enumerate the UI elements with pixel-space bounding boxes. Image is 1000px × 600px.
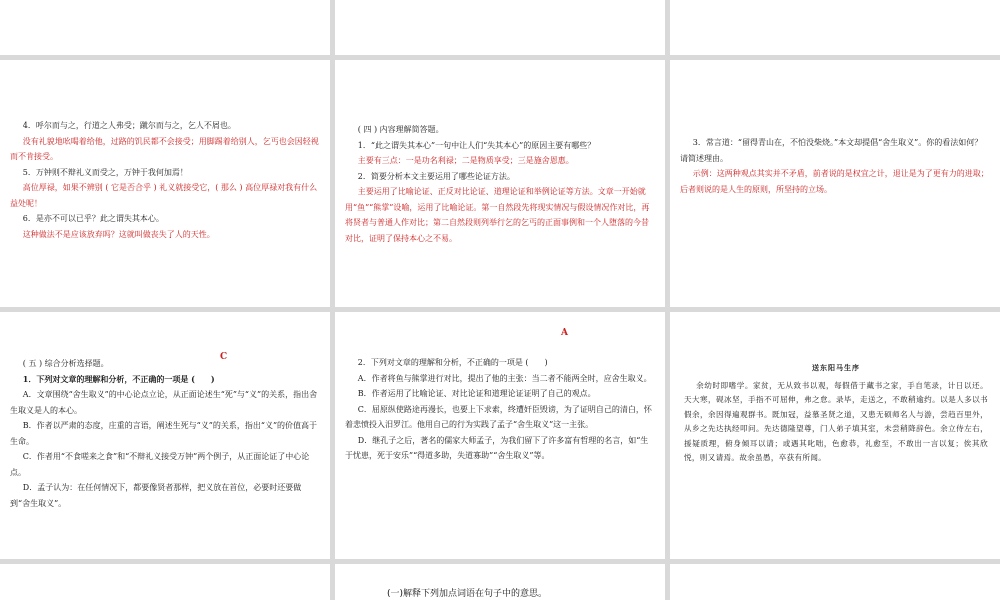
slide-bottom-right (670, 564, 1000, 600)
question-text: 1．“此之谓失其本心”一句中让人们“失其本心”的原因主要有哪些？ (357, 140, 596, 150)
slide-classical-text[interactable] (670, 312, 1000, 559)
text-body: 余幼时即嗜学。家贫，无从致书以观，每假借于藏书之家，手自笔录，计日以还。天大寒，砚冰坚，手指不可屈伸，弗之怠。录毕，走送之，不敢稍逾约。以是人多以书假余，余因得遍观群书。既加冠，益慕圣贤之道，又患无硕师名人与游，尝趋百里外，从乡之先达执经叩问。先达德隆望尊，门人弟子填其室，未尝稍降辞色。余立侍左右，援疑质理，俯身倾耳以请；或遇其叱咄，色愈恭，礼愈至，不敢出一言以复；俟其欣悦，则又请焉。故余虽愚，卒获有所闻。 (684, 380, 988, 462)
slide-choice-question-2[interactable] (335, 312, 665, 559)
answer-text: 主要有三点：一是功名利禄；二是物质享受；三是施舍恩惠。 (357, 156, 574, 165)
answer-text: 示例：这两种观点其实并不矛盾，前者说的是权宜之计，退让是为了更有力的进取；后者则说的是人生的原则，所坚持的立场。 (680, 169, 989, 194)
slide-bottom-left (0, 564, 330, 600)
question-text: ( 四 ) 内容理解简答题。 (357, 125, 444, 134)
question-text: 1．下列对文章的理解和分析，不正确的一项是 ( ) (22, 373, 215, 384)
slide-choice-question-1[interactable] (0, 312, 330, 559)
slide-bottom-middle (335, 564, 665, 600)
answer-label: C (220, 352, 228, 362)
question-text: 3．常言道：“留得青山在，不怕没柴烧。”本文却提倡“舍生取义”。你的看法如何？请简述理由。 (680, 138, 983, 163)
question-text: A．文章围绕“舍生取义”的中心论点立论，从正面论述生“死”与“义”的关系，指出舍生取义是人的本心。 (10, 390, 318, 415)
question-text: B．作者运用了比喻论证、对比论证和道理论证证明了自己的观点。 (357, 389, 596, 398)
slide-top-right (670, 0, 1000, 55)
question-text: 4．呼尔而与之，行道之人弗受；蹴尔而与之，乞人不屑也。 (22, 121, 236, 130)
question-text: 5．万钟则不辩礼义而受之，万钟于我何加焉！ (22, 167, 188, 177)
question-text: D．孟子认为：在任何情况下，都要像贤者那样，把义放在首位，必要时还要做到“舍生取义”。 (10, 483, 302, 508)
answer-text: 没有礼貌地吆喝着给他，过路的饥民都不会接受；用脚踢着给别人，乞丐也会因轻视而不肯接受。 (10, 136, 319, 161)
slide-choice-question-2-content (345, 355, 655, 464)
text-title: 送东阳马生序 (812, 363, 860, 372)
slide-translation-content (10, 118, 320, 242)
slide-opinion-question-content (680, 135, 990, 197)
question-text: 2．下列对文章的理解和分析，不正确的一项是 ( ) (357, 358, 548, 367)
answer-text: 这种做法不是应该放弃吗？这就叫做丧失了人的天性。 (22, 229, 215, 239)
question-text: B．作者以严肃的态度，庄重的言语，阐述生死与“义”的关系，指出“义”的价值高于生命。 (10, 421, 318, 446)
question-text: A．作者将鱼与熊掌进行对比，提出了他的主张：当二者不能两全时，应舍生取义。 (357, 373, 652, 383)
section-title: (一)解释下列加点词语在句子中的意思。 (387, 589, 548, 599)
question-text: C．作者用“不食嗟来之食”和“不辩礼义接受万钟”两个例子，从正面论证了中心论点。 (10, 452, 310, 477)
question-text: 2．简要分析本文主要运用了哪些论证方法。 (357, 171, 515, 181)
slide-opinion-question[interactable] (670, 60, 1000, 307)
answer-text: 高位厚禄，如果不辨别 ( 它是否合乎 ) 礼义就接受它，( 那么 ) 高位厚禄对我有什么益处呢！ (10, 183, 318, 208)
slide-top-left (0, 0, 330, 55)
slide-choice-question-1-content (10, 356, 320, 511)
slide-content-questions-content (345, 122, 655, 246)
question-text: ( 五 ) 综合分析选择题。 (22, 359, 109, 368)
slide-content-questions[interactable] (335, 60, 665, 307)
slide-translation[interactable] (0, 60, 330, 307)
question-text: 6．是亦不可以已乎？此之谓失其本心。 (22, 214, 164, 223)
slide-classical-text-content (684, 360, 988, 466)
answer-text: 主要运用了比喻论证、正反对比论证、道理论证和举例论证等方法。文章一开始就用“鱼”“熊掌”设喻，运用了比喻论证。第一自然段先将现实情况与假设情况作对比，再将贤者与普通人作对比；第二自然段则列举行乞的乞丐的正面事例和一个人堕落的今昔对比，证明了保持本心之不易。 (345, 187, 650, 243)
question-text: C．屈原纵使路途再漫长，也要上下求索，终遭奸臣毁谤，为了证明自己的清白，怀着悲愤投入汨罗江。他用自己的行为实践了孟子“舍生取义”这一主张。 (345, 404, 652, 429)
answer-label: A (561, 328, 568, 338)
question-text: D．继孔子之后，著名的儒家大师孟子，为我们留下了许多富有哲理的名言，如“生于忧患，死于安乐”“得道多助，失道寡助”“舍生取义”等。 (345, 435, 649, 460)
slide-top-middle (335, 0, 665, 55)
